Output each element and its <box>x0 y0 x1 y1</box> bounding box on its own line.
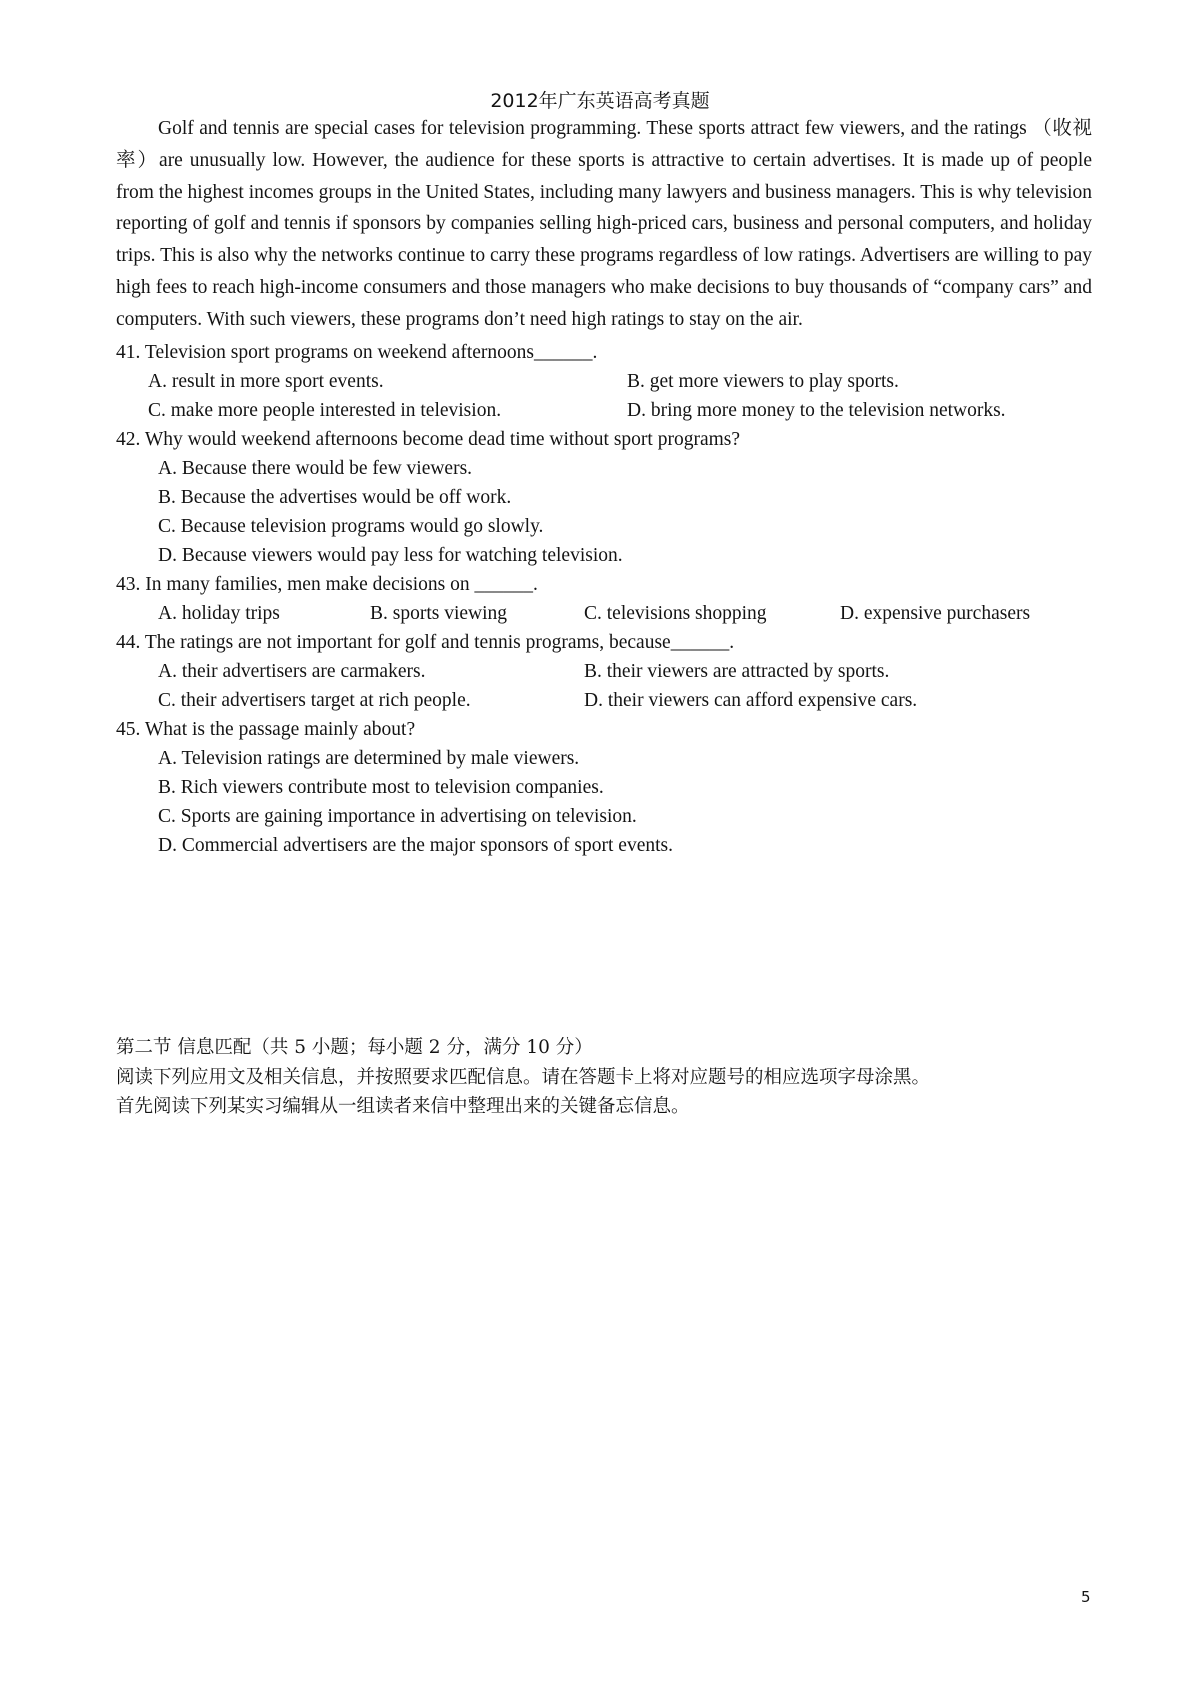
question-42-option-d: D. Because viewers would pay less for watching television. <box>158 545 623 566</box>
section-2-intro: 首先阅读下列某实习编辑从一组读者来信中整理出来的关键备忘信息。 <box>116 1096 690 1117</box>
question-45-option-d: D. Commercial advertisers are the major sponsors of sport events. <box>158 835 673 856</box>
page-number: 5 <box>1081 1588 1091 1606</box>
question-44-stem: 44. The ratings are not important for golf and tennis programs, because______. <box>116 632 735 653</box>
question-45-option-c: C. Sports are gaining importance in advertising on television. <box>158 806 637 827</box>
question-44-option-b: B. their viewers are attracted by sports. <box>584 661 890 682</box>
question-44-option-c: C. their advertisers target at rich people. <box>158 690 471 711</box>
question-43-option-c: C. televisions shopping <box>584 603 767 624</box>
question-41-option-b: B. get more viewers to play sports. <box>627 371 899 392</box>
question-42-option-a: A. Because there would be few viewers. <box>158 458 473 479</box>
question-42-stem: 42. Why would weekend afternoons become dead time without sport programs? <box>116 429 741 450</box>
question-41-option-a: A. result in more sport events. <box>148 371 384 392</box>
question-42-option-c: C. Because television programs would go slowly. <box>158 516 544 537</box>
question-45-option-a: A. Television ratings are determined by male viewers. <box>158 748 580 769</box>
question-41-option-d: D. bring more money to the television networks. <box>627 400 1006 421</box>
page-title: 2012年广东英语高考真题 <box>490 90 710 112</box>
question-43-stem: 43. In many families, men make decisions on ______. <box>116 574 538 595</box>
section-2-heading: 第二节 信息匹配（共 5 小题；每小题 2 分，满分 10 分） <box>116 1037 593 1058</box>
question-42-option-b: B. Because the advertises would be off work. <box>158 487 512 508</box>
question-41-option-c: C. make more people interested in television. <box>148 400 502 421</box>
question-45-option-b: B. Rich viewers contribute most to television companies. <box>158 777 604 798</box>
question-44-option-a: A. their advertisers are carmakers. <box>158 661 426 682</box>
question-43-option-b: B. sports viewing <box>370 603 508 624</box>
question-43-option-a: A. holiday trips <box>158 603 280 624</box>
question-43-option-d: D. expensive purchasers <box>840 603 1031 624</box>
section-2-instruction: 阅读下列应用文及相关信息，并按照要求匹配信息。请在答题卡上将对应题号的相应选项字母涂黑。 <box>116 1067 931 1088</box>
question-41-stem: 41. Television sport programs on weekend afternoons______. <box>116 342 598 363</box>
question-45-stem: 45. What is the passage mainly about? <box>116 719 416 740</box>
question-44-option-d: D. their viewers can afford expensive cars. <box>584 690 918 711</box>
reading-passage: Golf and tennis are special cases for television programming. These sports attract few viewers, and the ratings （收视率）are unusually low. However, the audience for these sports is attractive to certain advertises. It is made up of people from the highest incomes groups in the United States, including many lawyers and business managers. This is why television reporting of golf and tennis if sponsors by companies selling high-priced cars, business and personal computers, and holiday trips. This is also why the networks continue to carry these programs regardless of low ratings. Advertisers are willing to pay high fees to reach high-income consumers and those managers who make decisions to buy thousands of “company cars” and computers. With such viewers, these programs don’t need high ratings to stay on the air. <box>116 118 1092 330</box>
